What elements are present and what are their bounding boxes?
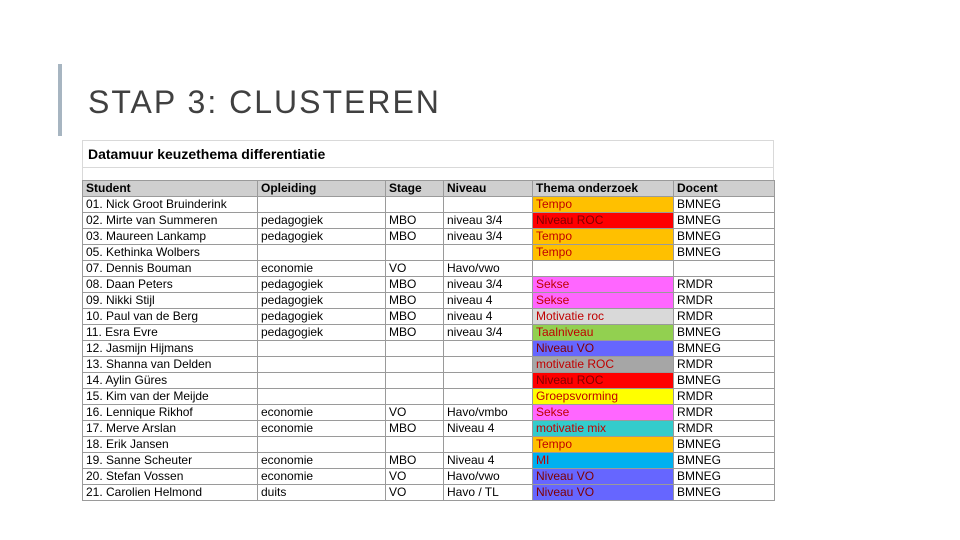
cell-stage: MBO <box>386 293 444 309</box>
cell-opleiding: pedagogiek <box>258 213 386 229</box>
cell-thema: Niveau VO <box>533 485 674 501</box>
table-row <box>83 229 775 245</box>
cell-docent: BMNEG <box>674 453 775 469</box>
table-row <box>83 389 775 405</box>
header-thema: Thema onderzoek <box>533 181 674 197</box>
cell-stage: MBO <box>386 325 444 341</box>
table-row <box>83 293 775 309</box>
cell-stage: MBO <box>386 213 444 229</box>
cell-docent: BMNEG <box>674 373 775 389</box>
header-student: Student <box>83 181 258 197</box>
cell-opleiding: duits <box>258 485 386 501</box>
cell-thema: motivatie mix <box>533 421 674 437</box>
cell-niveau: Havo / TL <box>444 485 533 501</box>
cell-niveau: Niveau 4 <box>444 421 533 437</box>
cell-stage <box>386 357 444 373</box>
header-stage: Stage <box>386 181 444 197</box>
cell-docent <box>674 261 775 277</box>
cell-thema: Sekse <box>533 277 674 293</box>
table-header-row <box>83 181 775 197</box>
header-niveau: Niveau <box>444 181 533 197</box>
cell-stage <box>386 389 444 405</box>
cell-niveau <box>444 245 533 261</box>
cell-thema: Motivatie roc <box>533 309 674 325</box>
cell-opleiding <box>258 341 386 357</box>
cell-niveau: niveau 4 <box>444 309 533 325</box>
cell-stage: MBO <box>386 229 444 245</box>
cell-opleiding: pedagogiek <box>258 309 386 325</box>
cell-opleiding: economie <box>258 421 386 437</box>
cell-docent: BMNEG <box>674 229 775 245</box>
cell-thema: Tempo <box>533 229 674 245</box>
cell-docent: BMNEG <box>674 213 775 229</box>
cell-niveau: niveau 3/4 <box>444 229 533 245</box>
cell-niveau: Niveau 4 <box>444 453 533 469</box>
table-row <box>83 245 775 261</box>
cell-thema: Niveau ROC <box>533 213 674 229</box>
cell-student: 20. Stefan Vossen <box>83 469 258 485</box>
cell-docent: RMDR <box>674 389 775 405</box>
table-row <box>83 421 775 437</box>
cell-opleiding: pedagogiek <box>258 325 386 341</box>
cell-docent: BMNEG <box>674 341 775 357</box>
cell-student: 09. Nikki Stijl <box>83 293 258 309</box>
cell-stage <box>386 341 444 357</box>
cell-docent: RMDR <box>674 405 775 421</box>
header-opleiding: Opleiding <box>258 181 386 197</box>
cell-stage: VO <box>386 405 444 421</box>
sheet-title-row <box>82 140 774 167</box>
cell-docent: BMNEG <box>674 485 775 501</box>
cell-thema: Tempo <box>533 197 674 213</box>
cell-thema: Sekse <box>533 405 674 421</box>
sheet-blank-row <box>82 167 774 180</box>
cell-thema: motivatie ROC <box>533 357 674 373</box>
slide-title: STAP 3: CLUSTEREN <box>88 84 441 120</box>
cell-stage: VO <box>386 261 444 277</box>
cell-opleiding <box>258 245 386 261</box>
table-row <box>83 277 775 293</box>
table-row <box>83 341 775 357</box>
cell-thema: Groepsvorming <box>533 389 674 405</box>
table-row <box>83 261 775 277</box>
cell-student: 16. Lennique Rikhof <box>83 405 258 421</box>
cell-opleiding <box>258 389 386 405</box>
cell-niveau: Havo/vwo <box>444 261 533 277</box>
table-row <box>83 357 775 373</box>
cell-opleiding: pedagogiek <box>258 293 386 309</box>
cell-niveau: niveau 4 <box>444 293 533 309</box>
spreadsheet-image <box>82 140 774 501</box>
cell-niveau <box>444 341 533 357</box>
cell-student: 18. Erik Jansen <box>83 437 258 453</box>
cell-student: 17. Merve Arslan <box>83 421 258 437</box>
title-accent-bar <box>58 64 62 136</box>
cell-thema: Niveau VO <box>533 341 674 357</box>
cell-stage: MBO <box>386 453 444 469</box>
table-row <box>83 405 775 421</box>
cell-docent: BMNEG <box>674 245 775 261</box>
table-body <box>83 197 775 501</box>
cell-stage <box>386 197 444 213</box>
cell-thema: Tempo <box>533 437 674 453</box>
cell-thema <box>533 261 674 277</box>
cell-stage: MBO <box>386 421 444 437</box>
cell-thema: Niveau ROC <box>533 373 674 389</box>
table-row <box>83 197 775 213</box>
cell-niveau: niveau 3/4 <box>444 277 533 293</box>
cell-docent: BMNEG <box>674 325 775 341</box>
cell-opleiding: economie <box>258 405 386 421</box>
cell-opleiding <box>258 197 386 213</box>
student-table <box>82 180 775 501</box>
cell-opleiding <box>258 437 386 453</box>
cell-thema: Taalniveau <box>533 325 674 341</box>
cell-niveau <box>444 437 533 453</box>
cell-niveau: niveau 3/4 <box>444 325 533 341</box>
table-row <box>83 373 775 389</box>
cell-docent: RMDR <box>674 421 775 437</box>
cell-niveau <box>444 373 533 389</box>
table-row <box>83 485 775 501</box>
cell-niveau: Havo/vmbo <box>444 405 533 421</box>
cell-thema: Sekse <box>533 293 674 309</box>
cell-thema: MI <box>533 453 674 469</box>
cell-student: 14. Aylin Güres <box>83 373 258 389</box>
cell-student: 03. Maureen Lankamp <box>83 229 258 245</box>
table-row <box>83 437 775 453</box>
cell-thema: Tempo <box>533 245 674 261</box>
cell-docent: BMNEG <box>674 197 775 213</box>
cell-student: 11. Esra Evre <box>83 325 258 341</box>
cell-student: 12. Jasmijn Hijmans <box>83 341 258 357</box>
cell-stage <box>386 245 444 261</box>
cell-opleiding <box>258 357 386 373</box>
cell-niveau <box>444 389 533 405</box>
cell-student: 01. Nick Groot Bruinderink <box>83 197 258 213</box>
cell-student: 21. Carolien Helmond <box>83 485 258 501</box>
cell-niveau <box>444 357 533 373</box>
cell-niveau: Havo/vwo <box>444 469 533 485</box>
cell-stage: VO <box>386 469 444 485</box>
cell-docent: BMNEG <box>674 437 775 453</box>
header-docent: Docent <box>674 181 775 197</box>
cell-opleiding: pedagogiek <box>258 277 386 293</box>
cell-stage: MBO <box>386 277 444 293</box>
cell-docent: RMDR <box>674 293 775 309</box>
cell-opleiding: economie <box>258 469 386 485</box>
cell-stage: MBO <box>386 309 444 325</box>
cell-docent: RMDR <box>674 357 775 373</box>
cell-docent: RMDR <box>674 309 775 325</box>
cell-student: 08. Daan Peters <box>83 277 258 293</box>
cell-opleiding <box>258 373 386 389</box>
cell-student: 05. Kethinka Wolbers <box>83 245 258 261</box>
cell-opleiding: pedagogiek <box>258 229 386 245</box>
cell-student: 15. Kim van der Meijde <box>83 389 258 405</box>
sheet-title: Datamuur keuzethema differentiatie <box>88 146 326 162</box>
cell-stage: VO <box>386 485 444 501</box>
cell-student: 02. Mirte van Summeren <box>83 213 258 229</box>
cell-student: 19. Sanne Scheuter <box>83 453 258 469</box>
cell-stage <box>386 437 444 453</box>
table-row <box>83 213 775 229</box>
cell-student: 07. Dennis Bouman <box>83 261 258 277</box>
cell-niveau <box>444 197 533 213</box>
cell-stage <box>386 373 444 389</box>
table-row <box>83 469 775 485</box>
cell-niveau: niveau 3/4 <box>444 213 533 229</box>
table-row <box>83 453 775 469</box>
cell-student: 10. Paul van de Berg <box>83 309 258 325</box>
cell-student: 13. Shanna van Delden <box>83 357 258 373</box>
table-row <box>83 325 775 341</box>
cell-docent: RMDR <box>674 277 775 293</box>
cell-opleiding: economie <box>258 261 386 277</box>
cell-docent: BMNEG <box>674 469 775 485</box>
cell-opleiding: economie <box>258 453 386 469</box>
table-row <box>83 309 775 325</box>
cell-thema: Niveau VO <box>533 469 674 485</box>
